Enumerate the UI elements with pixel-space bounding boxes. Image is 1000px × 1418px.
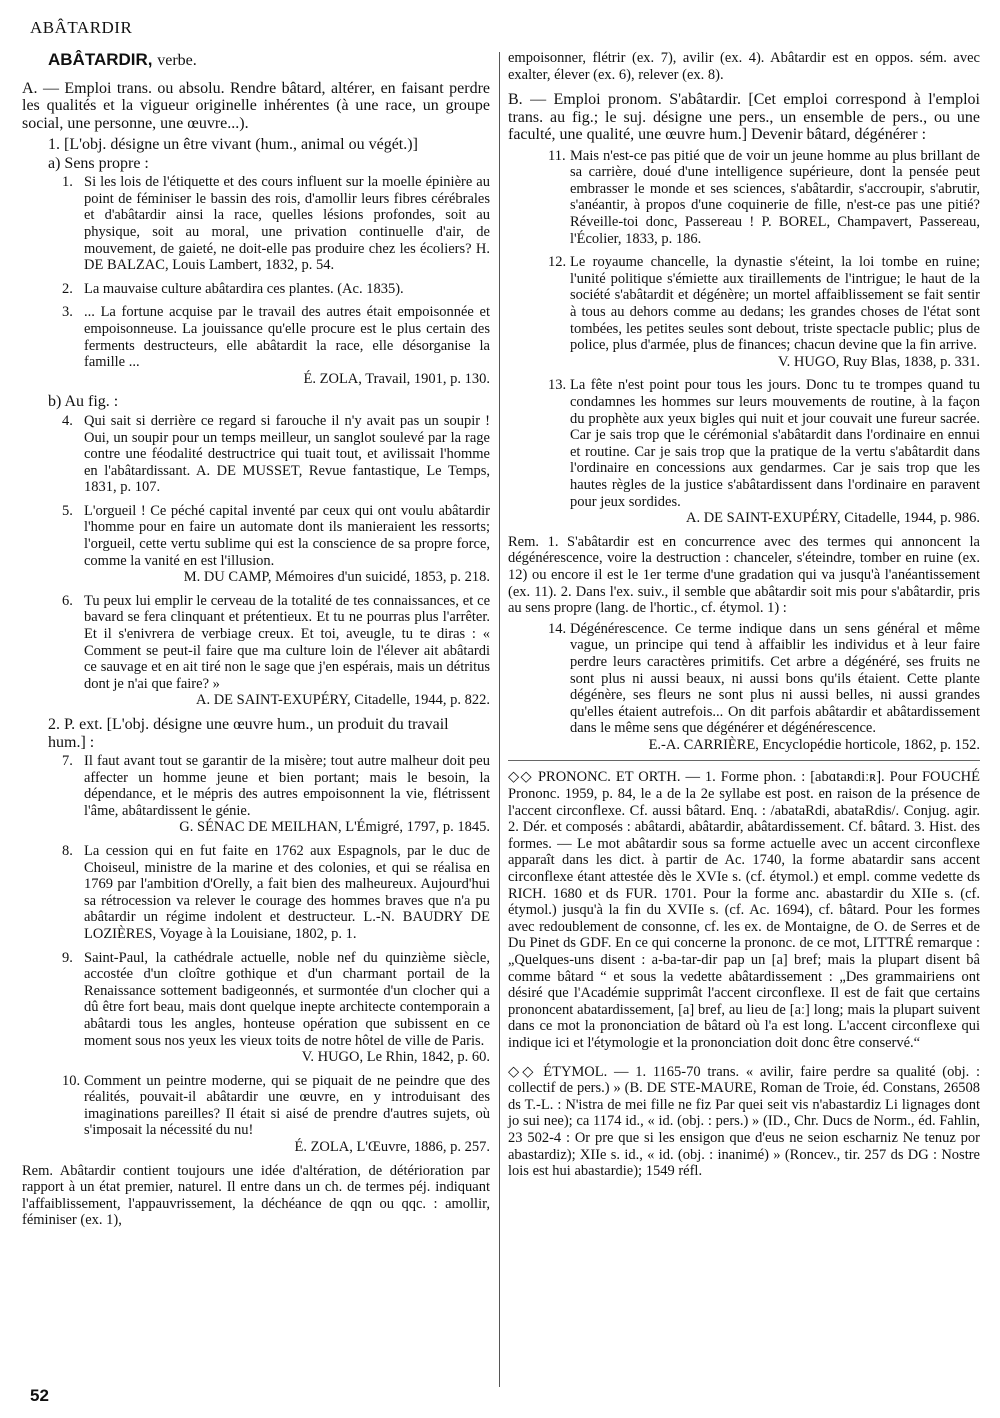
example-source: É. ZOLA, L'Œuvre, 1886, p. 257. [294, 1139, 490, 1156]
example-6: 6. Tu peux lui emplir le cerveau de la totalité de tes connaissances, et ce bavard se fera clinquant et prétentieux. Et tu ne pourras plus l'arrêter. Et il s'enivrera de verbiage creux. Et toi, aveugle, tu te diras : « Comment se peut-il faire que ma culture loin de l'élever ait abâtardi ce sauvage et en ait tiré non le sage que j'en espérais, mais un détritus dont je n'ai que faire? » A. DE SAINT-EXUPÉRY, Citadelle, 1944, p. 822. [62, 592, 490, 709]
example-text: ... La fortune acquise par le travail des autres était empoisonnée et empoisonneuse. La jouissance qu'elle procure est le plus certain des ferments destructeurs, elle abâtardit la race, elle désorganise la famille ... [84, 304, 490, 371]
example-source: É. ZOLA, Travail, 1901, p. 130. [303, 370, 490, 387]
example-text: La cession qui en fut faite en 1762 aux Espagnols, par le duc de Choiseul, ministre de la marine et des colonies, et qui se réalisa en 1769 par l'ambition d'Orelly, a fait bien des malheureux. Aujourd'hui sa rétrocession va relever le courage des hommes braves que n'a pu abâtardir un régime indolent et destructeur. L.-N. BAUDRY DE LOZIÈRES, Voyage à la Louisiane, 1802, p. 1. [84, 842, 490, 942]
example-text: La fête n'est point pour tous les jours. Donc tu te trompes quand tu condamnes les hommes sur leurs mouvements de routine, à la façon du prophète aux yeux bigles qui nuit et jour couvait une fureur sacrée. Car je sais trop que le cérémonial s'abâtardit dans l'ordinaire en ennui et routine. Car je sais trop que la pratique de la vertu s'abâtardit dans l'ordinaire en concessions aux gendarmes. Car je sais trop que les hautes règles de la justice s'abâtardissent dans l'ordinaire en paravent pour jeux sordides. [570, 377, 980, 510]
example-2: 2. La mauvaise culture abâtardira ces plantes. (Ac. 1835). [62, 280, 404, 297]
example-text: Si les lois de l'étiquette et des cours influent sur la moelle épinière au point de féminiser le bassin des rois, d'amollir leurs fibres cérébrales et d'abâtardir ainsi la race, quelles lésions profondes, soit au physique, soit au moral, une privation continuelle d'air, de mouvement, de gaieté, ne doit-elle pas produire chez les écoliers? H. DE BALZAC, Louis Lambert, 1832, p. 54. [84, 174, 490, 274]
headword-line [48, 52, 490, 70]
example-text: Le royaume chancelle, la dynastie s'éteint, la loi tombe en ruine; l'unité politique s'émiette aux tiraillements de l'intrigue; le haut de la société s'abâtardit et dégénère; un mortel affaiblissement se fait sentir à tous au dehors comme au dedans; les grandes choses de l'état sont tombées, les petites seules sont debout, triste spectacle public; plus de police, plus d'armée, plus de finances; chacun devine que la fin arrive. [570, 254, 980, 354]
section-a2: 2. P. ext. [L'obj. désigne une œuvre hum., un produit du travail hum.] : [48, 716, 449, 751]
example-text: Dégénérescence. Ce terme indique dans un sens général et même vague, un principe qui tend à affaiblir les individus et à leur faire perdre leurs caractères primitifs. Cet arbre a dégénéré, ses fruits ne sont plus ni aussi beaux, ni aussi bons qu'ils étaient. Cette plante dégénère, ses fleurs ne sont plus ni aussi belles, ni aussi grandes qu'elles étaient autrefois... On dit parfois abâtardir et abâtardissement dans le même sens que dégénérer et dégénérescence. [570, 620, 980, 737]
part-of-speech: verbe. [157, 52, 197, 69]
example-text: La mauvaise culture abâtardira ces plantes. (Ac. 1835). [84, 280, 404, 297]
example-8: 8. La cession qui en fut faite en 1762 aux Espagnols, par le duc de Choiseul, ministre de la marine et des colonies, et qui se réalisa en 1769 par l'ambition d'Orelly, a fait bien des malheureux. Aujourd'hui sa rétrocession va relever le courage des hommes braves que n'a pu abâtardir un régime indolent et destructeur. L.-N. BAUDRY DE LOZIÈRES, Voyage à la Louisiane, 1802, p. 1. [62, 842, 490, 942]
remark-1: Rem. 1. S'abâtardir est en concurrence avec des termes qui annoncent la dégénérescence, voire la destruction : chanceler, s'éteindre, tomber en ruine (ex. 12) ou encore il est le 1er terme d'une gradation qui va jusqu'à l'anéantissement (ex. 11). 2. Dans l'ex. suiv., il semble que abâtardir soit mis pour s'abâtardir, pris au sens propre (lang. de l'hortic., cf. étymol. 1) : [508, 533, 980, 617]
left-column [22, 50, 490, 1233]
remark-continued: empoisonner, flétrir (ex. 7), avilir (ex. 4). Abâtardir est en oppos. sém. avec exalter, élever (ex. 6), relever (ex. 8). [508, 50, 980, 83]
example-source: G. SÉNAC DE MEILHAN, L'Émigré, 1797, p. 1845. [179, 819, 490, 836]
example-text: Qui sait si derrière ce regard si farouche il n'y avait pas un soupir ! Oui, un soupir pour un temps meilleur, un sanglot soulevé par la rage contre une féodalité destructrice qui tuait tout, et avilissait l'homme en l'abâtardissant. A. DE MUSSET, Revue fantastique, Le Temps, 1831, p. 107. [84, 412, 490, 496]
example-source: A. DE SAINT-EXUPÉRY, Citadelle, 1944, p. 822. [195, 692, 490, 709]
example-source: E.-A. CARRIÈRE, Encyclopédie horticole, 1862, p. 152. [648, 736, 980, 753]
section-a1b: b) Au fig. : [48, 393, 119, 411]
headword: ABÂTARDIR, [48, 50, 153, 69]
section-a1a: a) Sens propre : [48, 154, 149, 172]
section-a1: 1. [L'obj. désigne un être vivant (hum., animal ou végét.)] [48, 136, 418, 154]
section-separator [508, 760, 980, 761]
example-text: Il faut avant tout se garantir de la misère; tout autre malheur doit peu affecter un homme jeune et bien portant; mais le besoin, la dépendance, et le mépris des autres empoisonnent la vie, flétrissent l'âme, abâtardissent le génie. [84, 753, 490, 819]
example-source: V. HUGO, Le Rhin, 1842, p. 60. [301, 1049, 490, 1066]
example-1: 1. Si les lois de l'étiquette et des cours influent sur la moelle épinière au point de féminiser le bassin des rois, d'amollir leurs fibres cérébrales et d'abâtardir ainsi la race, quelles lésions profondes, soit au physique, soit au moral, une privation continuelle d'air, de mouvement, de gaieté, ne doit-elle pas produire chez les écoliers? H. DE BALZAC, Louis Lambert, 1832, p. 54. [62, 174, 490, 274]
section-a: A. — Emploi trans. ou absolu. Rendre bâtard, altérer, en faisant perdre les qualités et la vigueur originelle inhérentes (à une race, un groupe social, une personne, une œuvre...). [22, 79, 490, 132]
example-3: 3. ... La fortune acquise par le travail des autres était empoisonnée et empoisonneuse. La jouissance qu'elle procure est le plus certain des ferments destructeurs, elle abâtardit la race, elle désorganise la famille ... É. ZOLA, Travail, 1901, p. 130. [62, 304, 490, 387]
example-7: 7. Il faut avant tout se garantir de la misère; tout autre malheur doit peu affecter un homme jeune et bien portant; mais le besoin, la dépendance, et le mépris des autres empoisonnent la vie, flétrissent l'âme, abâtardissent le génie. G. SÉNAC DE MEILHAN, L'Émigré, 1797, p. 1845. [62, 753, 490, 836]
example-source: V. HUGO, Ruy Blas, 1838, p. 331. [778, 353, 980, 370]
example-10: 10. Comment un peintre moderne, qui se piquait de ne peindre que des réalités, pouvait-il abâtardir une œuvre, en y introduisant des imaginations pareilles? Il était si aisé de prendre d'autres sujets, où s'imposait la nécessité du nu! É. ZOLA, L'Œuvre, 1886, p. 257. [62, 1072, 490, 1156]
example-14: 14. Dégénérescence. Ce terme indique dans un sens général et même vague, un principe qui tend à affaiblir les individus et à leur faire perdre leurs caractères primitifs. Cet arbre a dégénéré, ses fruits ne sont plus ni aussi beaux, ni aussi bons qu'ils étaient. Cette plante dégénère, ses fleurs ne sont plus ni aussi belles, ni aussi grandes qu'elles étaient autrefois... On dit parfois abâtardir et abâtardissement dans le même sens que dégénérer et dégénérescence. E.-A. CARRIÈRE, Encyclopédie horticole, 1862, p. 152. [548, 620, 980, 753]
pronunciation-section: ◇◇ PRONONC. ET ORTH. — 1. Forme phon. : [abɑtaʀdiːʀ]. Pour FOUCHÉ Prononc. 1959, p. 84, le a de la 2e syllabe est post. en raison de la présence de l'accent circonflexe. Cf. aussi bâtard. Enq. : /abataRdi, abataRdis/. Conjug. agir. 2. Dér. et composés : abâtardi, abâtardir, abâtardissement. Cf. bâtard. 3. Hist. des formes. — Le mot abâtardir sous sa forme actuelle avec un accent circonflexe apparaît dans les dict. à partir de Ac. 1740, la forme abatardir sans accent circonflexe étant attestée dès le XVIe s. (cf. étymol.) et empl. comme vedette ds RICH. 1680 et ds FUR. 1701. Pour la forme anc. abastardir du XIIe s. (cf. étymol.) jusqu'à la fin du XVIIe s. (cf. Ac. 1694), cf. bâtard. Pour les formes avec redoublement de consonne, cf. les ex. de Montaigne, de O. de Serres et de Du Pinet ds GDF. En ce qui concerne la prononc. de ce mot, LITTRÉ remarque : „Quelques-uns disent : a-ba-tar-dir pap un [a] bref; mais la plupart disent bâ comme bâtard “ et sous la vedette abâtardissement : „Des grammairiens ont désiré que l'Académie supprimât l'accent circonflexe. Il est de fait que certains prononcent abatardissement, [a] bref, au lieu de [aː] long; mais la plupart suivent dans ce mot la prononciation de bâtard où l'a est long. L'accent circonflexe qui indique ici et l'étymologie et la prononciation doit donc être conservé.“ [508, 769, 980, 1051]
example-text: Comment un peintre moderne, qui se piquait de ne peindre que des réalités, pouvait-il abâtardir une œuvre, en y introduisant des imaginations pareilles? Il était si aisé de prendre d'autres sujets, où s'imposait la nécessité du nu! [84, 1072, 490, 1139]
example-5: 5. L'orgueil ! Ce péché capital inventé par ceux qui ont voulu abâtardir l'homme pour en faire un automate dont ils manieraient les ressorts; l'orgueil, cette vertu sublime qui est la conscience de sa propre force, comme la vanité en est l'illusion. M. DU CAMP, Mémoires d'un suicidé, 1853, p. 218. [62, 502, 490, 586]
example-13: 13. La fête n'est point pour tous les jours. Donc tu te trompes quand tu condamnes les hommes sur leurs mouvements de routine, à la façon du prophète aux yeux bigles qui nuit et jour couvait une fureur sacrée. Car je sais trop que le cérémonial s'abâtardit dans l'ordinaire en ennui et routine. Car je sais trop que la pratique de la vertu s'abâtardit dans l'ordinaire en concessions aux gendarmes. Car je sais trop que les hautes règles de la justice s'abâtardissent dans l'ordinaire en paravent pour jeux sordides. A. DE SAINT-EXUPÉRY, Citadelle, 1944, p. 986. [548, 377, 980, 527]
remark-left: Rem. Abâtardir contient toujours une idée d'altération, de détérioration par rapport à un état premier, naturel. Il entre dans un ch. de termes péj. indiquant l'affaiblissement, l'appauvrissement, la déchéance de qqn ou qqc. : amollir, féminiser (ex. 1), [22, 1162, 490, 1229]
example-11: 11. Mais n'est-ce pas pitié que de voir un jeune homme au plus brillant de sa carrière, doué d'une intelligence supérieure, dont la pensée peut embrasser le monde et ses sciences, s'abâtardir, s'accroupir, s'abrutir, s'anéantir, à propos d'une coquinerie de fille, n'est-ce pas une pitié? Réveille-toi donc, Passereau ! P. BOREL, Champavert, Passereau, l'Écolier, 1833, p. 186. [548, 147, 980, 247]
section-b: B. — Emploi pronom. S'abâtardir. [Cet emploi correspond à l'emploi trans. au fig.; le suj. désigne une pers., un ensemble de pers., ou une faculté, une qualité, une œuvre hum.] Devenir bâtard, dégénérer : [508, 91, 980, 144]
running-head: ABÂTARDIR [30, 18, 133, 37]
example-text: Mais n'est-ce pas pitié que de voir un jeune homme au plus brillant de sa carrière, doué d'une intelligence supérieure, dont la pensée peut embrasser le monde et ses sciences, s'abâtardir, s'accroupir, s'abrutir, s'anéantir, à propos d'une coquinerie de fille, n'est-ce pas une pitié? Réveille-toi donc, Passereau ! P. BOREL, Champavert, Passereau, l'Écolier, 1833, p. 186. [570, 147, 980, 247]
example-text: Tu peux lui emplir le cerveau de la totalité de tes connaissances, et ce bavard se fera clinquant et prétentieux. Et tu ne pourras plus l'arrêter. Et il s'enivrera de verbiage creux. Et toi, aveugle, tu te diras : « Comment se peut-il faire que ma culture loin de l'élever ait abâtardi ce sauvage et en ait tiré non le sage que j'en espérais, mais un détritus dont je n'ai que faire? » [84, 592, 490, 692]
example-source: A. DE SAINT-EXUPÉRY, Citadelle, 1944, p. 986. [685, 510, 980, 527]
page-number: 52 [30, 1386, 49, 1405]
column-divider [499, 52, 500, 1387]
etymology-section: ◇◇ ÉTYMOL. — 1. 1165-70 trans. « avilir, faire perdre sa qualité (obj. : collectif de pers.) » (B. DE STE-MAURE, Roman de Troie, éd. Constans, 26508 ds T.-L. : N'istra de mei fille ne fiz Par quei seit vis n'abastardiz Li lignages dont jo sui nee); ca 1174 id., « id. (obj. : pers.) » (ID., Chr. Ducs de Norm., éd. Fahlin, 23 502-4 : Or pre que si les ensigon que d'eus ne seion escharniz Ne tenuz por abastardiz); XIIe s. id., « id. (obj. : inanimé) » (Roncev., tir. 257 ds DG : Nostre lois est hui abastardie); 1549 réfl. [508, 1063, 980, 1180]
example-source: M. DU CAMP, Mémoires d'un suicidé, 1853, p. 218. [183, 569, 490, 586]
example-9: 9. Saint-Paul, la cathédrale actuelle, noble nef du quinzième siècle, accostée d'un cloître gothique et d'un charmant portail de la Renaissance sottement badigeonnés, et surmontée d'un clocher qui a dû être fort beau, mais dont quelque inepte architecte contemporain a abâtardi tous les angles, honteuse opération que subissent en ce moment sous nos yeux les vieux toits de notre hôtel de ville de Paris. V. HUGO, Le Rhin, 1842, p. 60. [62, 949, 490, 1066]
example-12: 12. Le royaume chancelle, la dynastie s'éteint, la loi tombe en ruine; l'unité politique s'émiette aux tiraillements de l'intrigue; le haut de la société s'abâtardit et dégénère; un mortel affaiblissement se fait sentir à tous au dehors comme au dedans; les grandes choses de l'état sont tombées, les petites seules sont debout, triste spectacle public; plus de police, plus d'armée, plus de finances; chacun devine que la fin arrive. V. HUGO, Ruy Blas, 1838, p. 331. [548, 254, 980, 370]
example-text: Saint-Paul, la cathédrale actuelle, noble nef du quinzième siècle, accostée d'un cloître gothique et d'un charmant portail de la Renaissance sottement badigeonnés, et surmontée d'un clocher qui a dû être fort beau, mais dont quelque inepte architecte contemporain a abâtardi tous les angles, honteuse opération que subissent en ce moment sous nos yeux les vieux toits de notre hôtel de ville de Paris. [84, 949, 490, 1049]
right-column [508, 50, 980, 1192]
example-4: 4. Qui sait si derrière ce regard si farouche il n'y avait pas un soupir ! Oui, un soupir pour un temps meilleur, un sanglot soulevé par la rage contre une féodalité destructrice qui tuait tout, et avilissait l'homme en l'abâtardissant. A. DE MUSSET, Revue fantastique, Le Temps, 1831, p. 107. [62, 412, 490, 496]
example-text: L'orgueil ! Ce péché capital inventé par ceux qui ont voulu abâtardir l'homme pour en faire un automate dont ils manieraient les ressorts; l'orgueil, cette vertu sublime qui est la conscience de sa propre force, comme la vanité en est l'illusion. [84, 502, 490, 569]
